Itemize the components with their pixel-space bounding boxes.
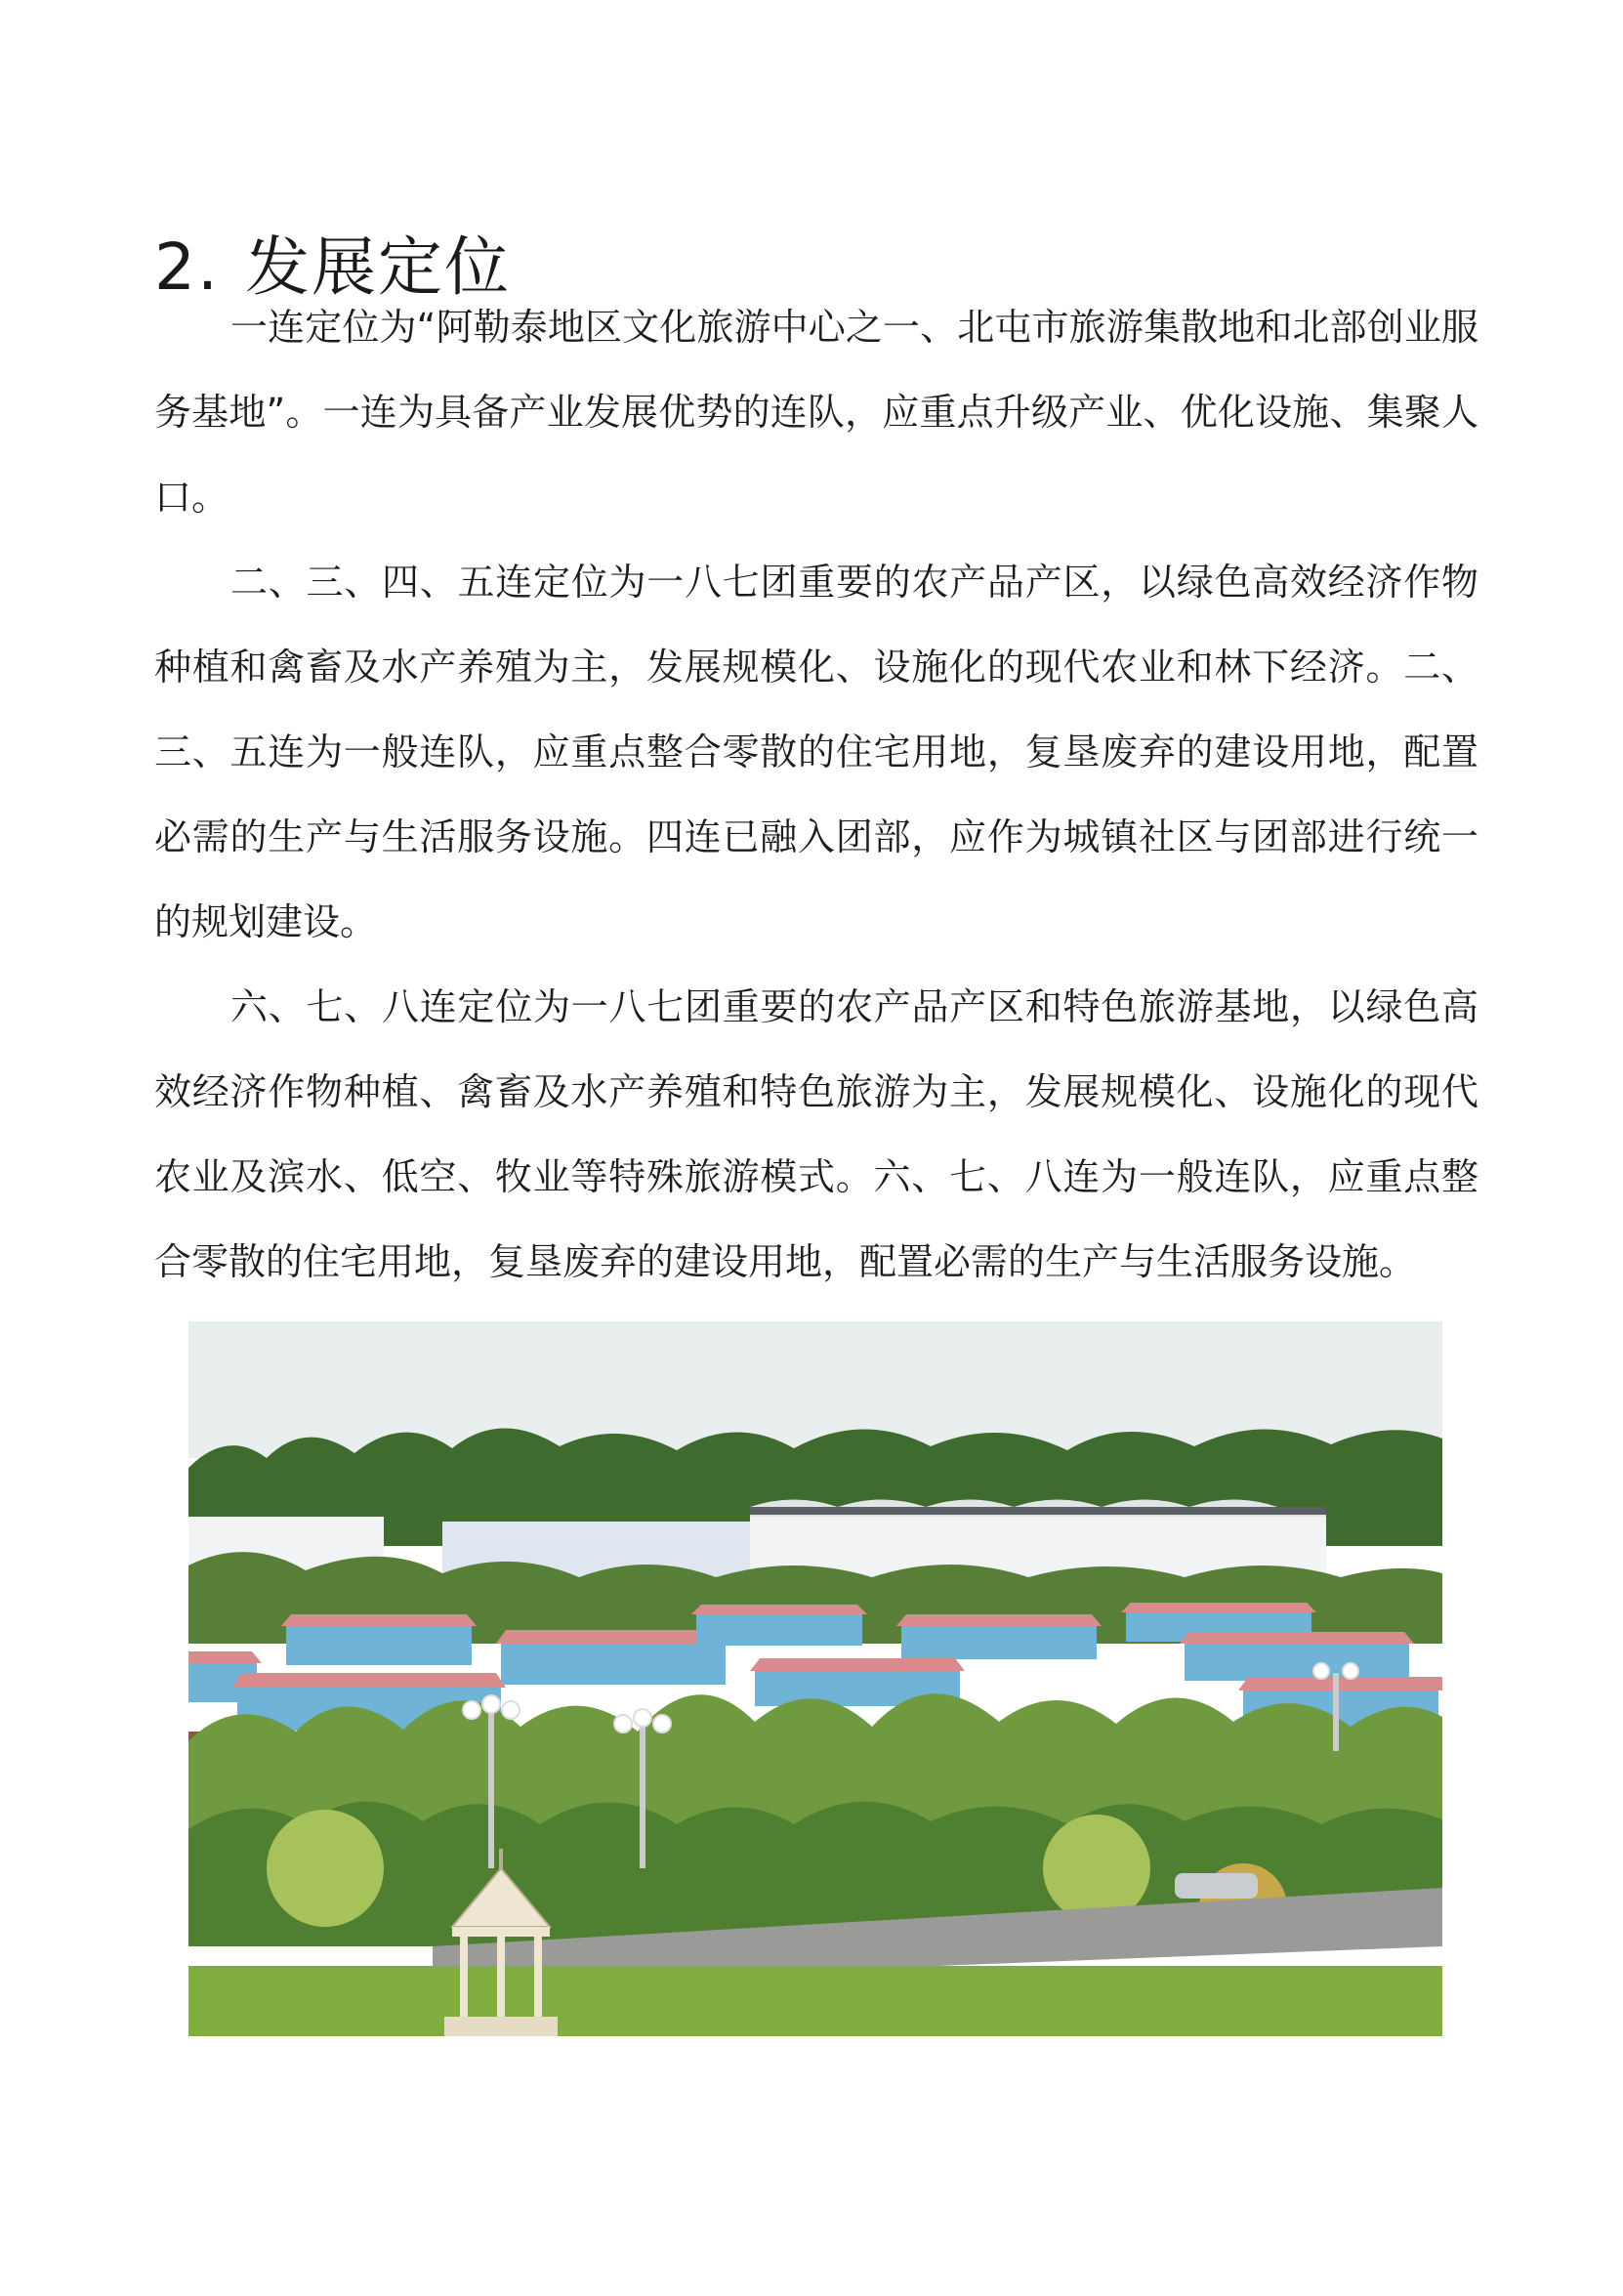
village-photo-illustration bbox=[188, 1321, 1442, 2036]
paragraph-company-2-5: 二、三、四、五连定位为一八七团重要的农产品产区，以绿色高效经济作物种植和禽畜及水产养殖为主，发展规模化、设施化的现代农业和林下经济。二、三、五连为一般连队，应重点整合零散的住宅用地，复垦废弃的建设用地，配置必需的生产与生活服务设施。四连已融入团部，应作为城镇社区与团部进行统一的规划建设。 bbox=[154, 561, 1478, 943]
section-title: 发展定位 bbox=[244, 230, 511, 306]
paragraph-company-1: 一连定位为“阿勒泰地区文化旅游中心之一、北屯市旅游集散地和北部创业服务基地”。一连为具备产业发展优势的连队，应重点升级产业、优化设施、集聚人口。 bbox=[154, 306, 1478, 519]
village-photo bbox=[188, 1321, 1442, 2036]
paragraph-company-6-8: 六、七、八连定位为一八七团重要的农产品产区和特色旅游基地，以绿色高效经济作物种植、禽畜及水产养殖和特色旅游为主，发展规模化、设施化的现代农业及滨水、低空、牧业等特殊旅游模式。六、七、八连为一般连队，应重点整合零散的住宅用地，复垦废弃的建设用地，配置必需的生产与生活服务设施。 bbox=[154, 985, 1478, 1283]
body-text bbox=[154, 285, 1478, 1305]
section-number: 2. bbox=[154, 230, 220, 306]
